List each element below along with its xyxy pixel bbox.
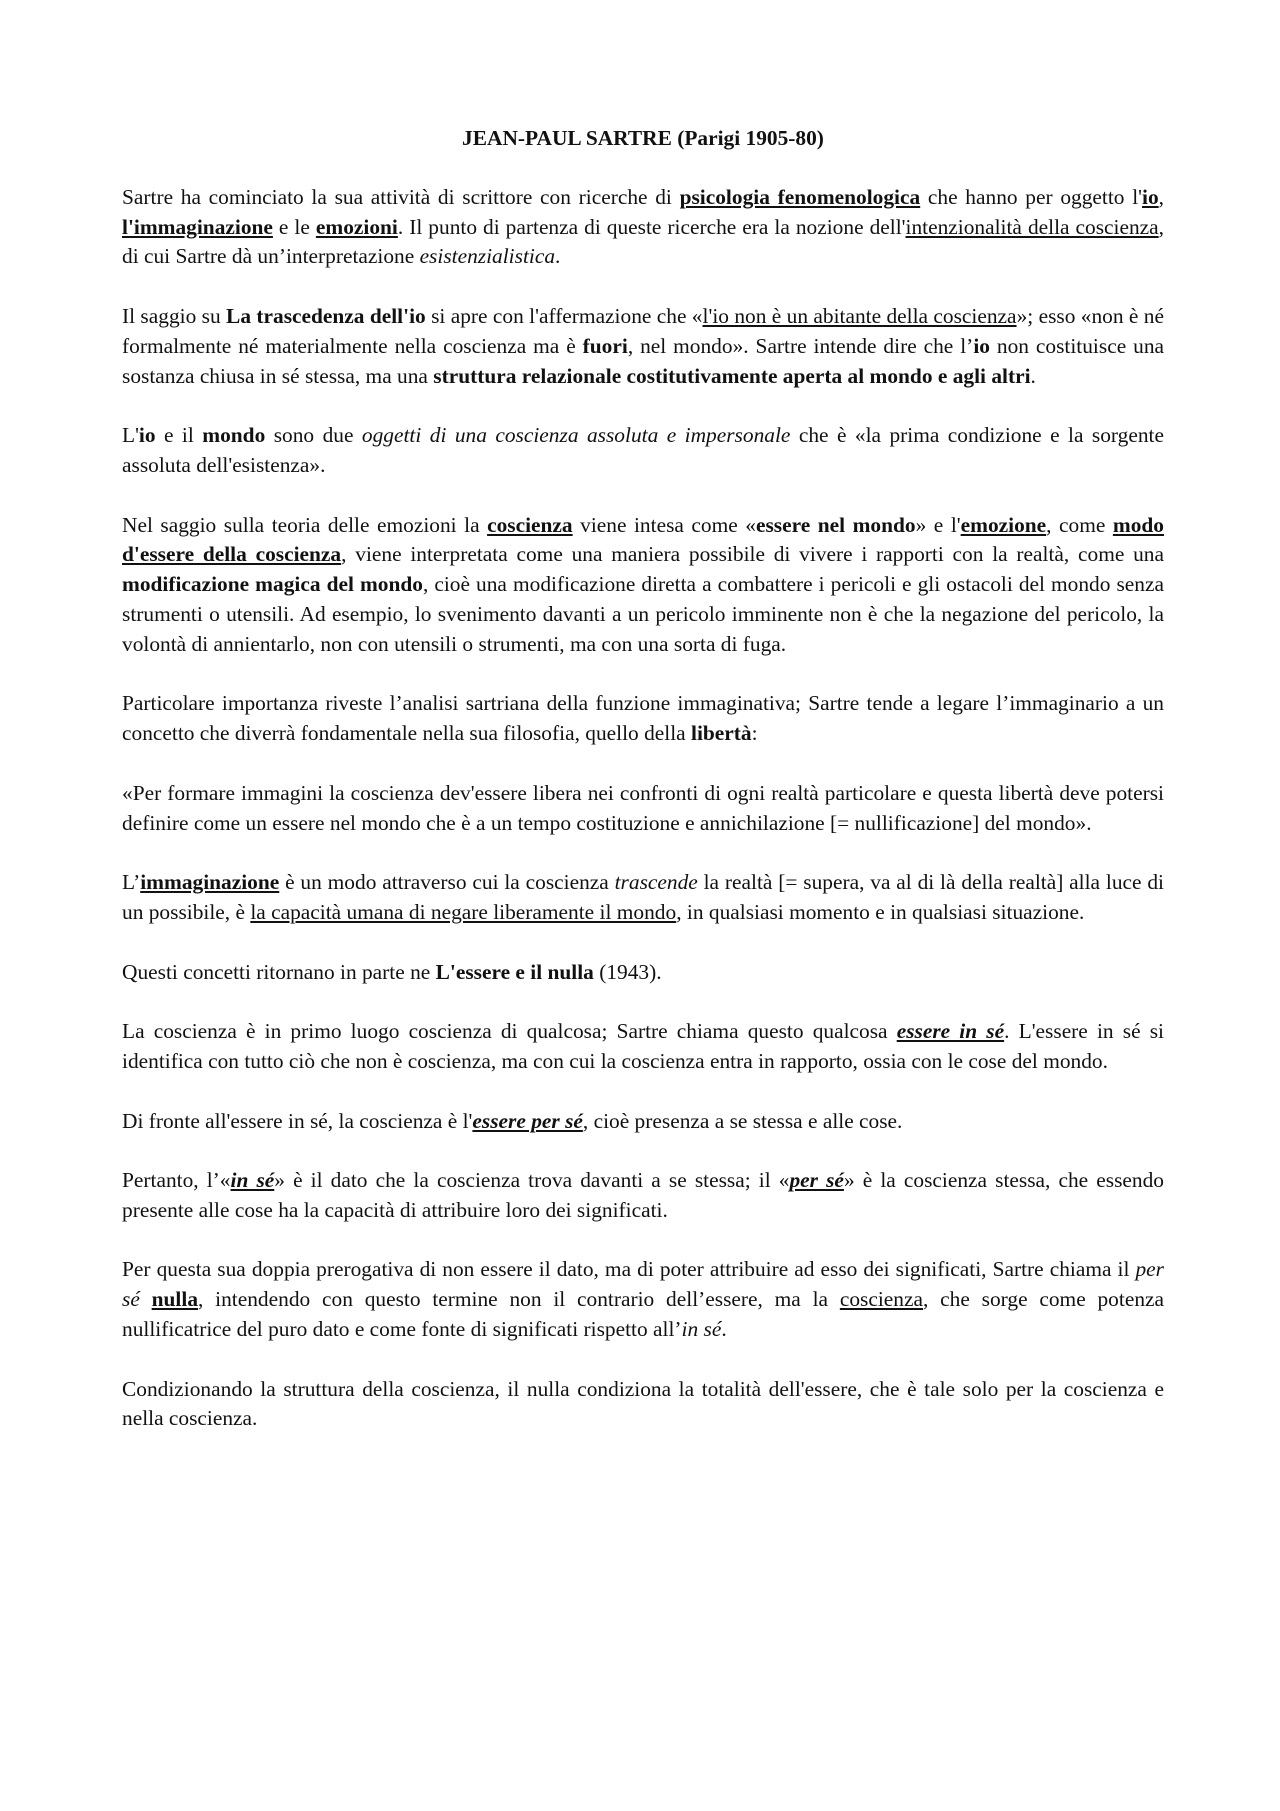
text-run: (1943). xyxy=(593,959,662,984)
text-run: Sartre ha cominciato la sua attività di scrittore con ricerche di xyxy=(122,184,680,209)
text-run: essere nel mondo xyxy=(755,512,916,537)
text-run: modificazione magica del mondo xyxy=(122,572,423,597)
text-run: trascende xyxy=(614,870,698,895)
text-run: la capacità umana di negare liberamente il mondo xyxy=(250,899,677,924)
paragraph xyxy=(122,689,1164,749)
text-run: che è «la prima condizione e la sorgente assoluta dell'esistenza». xyxy=(122,423,1164,477)
text-run: L'essere e il nulla xyxy=(435,959,594,984)
paragraph xyxy=(122,958,1164,988)
text-run: : xyxy=(751,721,758,746)
text-run: La trascedenza dell'io xyxy=(226,303,426,328)
text-run: e il xyxy=(155,423,203,448)
text-run: Questi concetti ritornano in parte ne xyxy=(122,959,436,984)
text-run: , in qualsiasi momento e in qualsiasi situazione. xyxy=(676,899,1085,924)
text-run: , cioè una modificazione diretta a combattere i pericoli e gli ostacoli del mondo senza strumenti o utensili. Ad esempio, lo svenimento davanti a un pericolo imminente non è che la negazione del pericolo, la volontà di annientarlo, non con utensili o strumenti, ma con una sorta di fuga. xyxy=(122,572,1164,656)
text-run: »; esso «non è né formalmente né materialmente nella coscienza ma è xyxy=(122,303,1164,358)
text-run: e le xyxy=(272,214,316,239)
text-run: L’ xyxy=(122,870,141,895)
document-body xyxy=(122,183,1164,1434)
text-run: io xyxy=(1142,184,1159,209)
text-run: l'io non è un abitante della coscienza xyxy=(702,303,1017,328)
text-run: viene intesa come « xyxy=(572,512,756,537)
text-run: mondo xyxy=(202,423,266,448)
text-run: libertà xyxy=(691,721,752,746)
text-run: . xyxy=(1030,363,1036,388)
text-run: La coscienza è in primo luogo coscienza di qualcosa; Sartre chiama questo qualcosa xyxy=(122,1019,897,1044)
paragraph xyxy=(122,511,1164,660)
text-run: Particolare importanza riveste l’analisi sartriana della funzione immaginativa; Sartre tende a legare l’immaginario a un concetto che diverrà fondamentale nella sua filosofia, quello della xyxy=(122,691,1164,746)
text-run: , di cui Sartre dà un’interpretazione xyxy=(122,214,1165,269)
text-run: immaginazione xyxy=(140,870,280,895)
text-run: Di fronte all'essere in sé, la coscienza è l' xyxy=(122,1108,473,1133)
text-run: , che sorge come potenza nullificatrice del puro dato e come fonte di significati rispetto all’ xyxy=(122,1287,1164,1342)
document-page xyxy=(122,124,1164,1464)
paragraph xyxy=(122,1107,1164,1137)
text-run: struttura relazionale costitutivamente aperta al mondo e agli altri xyxy=(433,363,1031,388)
text-run: per sé xyxy=(789,1168,844,1193)
paragraph xyxy=(122,868,1164,928)
text-run: . xyxy=(555,244,561,269)
text-run: la realtà [= supera, va al di là della realtà] alla luce di un possibile, è xyxy=(122,870,1164,924)
text-run: emozione xyxy=(960,512,1047,537)
text-run: è un modo attraverso cui la coscienza xyxy=(279,870,615,895)
paragraph xyxy=(122,1375,1164,1435)
text-run: coscienza xyxy=(487,512,573,537)
paragraph xyxy=(122,183,1164,272)
text-run: » e l' xyxy=(915,512,961,537)
text-run: , cioè presenza a se stessa e alle cose. xyxy=(582,1108,903,1133)
text-run: essere per sé xyxy=(472,1108,583,1133)
text-run: , come xyxy=(1046,512,1113,537)
text-run: . Il punto di partenza di queste ricerche era la nozione dell' xyxy=(397,214,906,239)
text-run: si apre con l'affermazione che « xyxy=(425,303,703,328)
paragraph xyxy=(122,1255,1164,1344)
text-run: , xyxy=(1158,184,1164,209)
paragraph xyxy=(122,1017,1164,1077)
text-run: Per questa sua doppia prerogativa di non essere il dato, ma di poter attribuire ad esso dei significati, Sartre chiama il xyxy=(122,1257,1136,1282)
text-run: » è la coscienza stessa, che essendo presente alle cose ha la capacità di attribuire loro dei significati. xyxy=(122,1168,1164,1222)
text-run: io xyxy=(973,333,990,358)
text-run: modo d'essere della coscienza xyxy=(122,512,1164,567)
text-run: in sé xyxy=(230,1168,275,1193)
text-run: fuori xyxy=(582,333,628,358)
text-run: non costituisce una sostanza chiusa in sé stessa, ma una xyxy=(122,333,1165,388)
text-run xyxy=(140,1287,152,1311)
text-run: . xyxy=(721,1317,727,1342)
text-run: emozioni xyxy=(315,214,398,239)
text-run: nulla xyxy=(151,1287,199,1312)
text-run: » è il dato che la coscienza trova davanti a se stessa; il « xyxy=(274,1168,790,1193)
text-run: esistenzialistica xyxy=(419,244,556,269)
paragraph xyxy=(122,1166,1164,1226)
text-run: io xyxy=(138,423,156,448)
paragraph xyxy=(122,421,1164,481)
text-run: Nel saggio sulla teoria delle emozioni la xyxy=(122,512,488,537)
text-run: «Per formare immagini la coscienza dev'essere libera nei confronti di ogni realtà particolare e questa libertà deve potersi definire come un essere nel mondo che è a un tempo costituzione e annichilazione [= nullificazione] del mondo». xyxy=(122,780,1164,835)
text-run: in sé xyxy=(681,1317,722,1342)
text-run: intenzionalità della coscienza xyxy=(905,214,1159,239)
text-run: per sé xyxy=(122,1257,1164,1312)
paragraph xyxy=(122,302,1164,391)
text-run: , nel mondo». Sartre intende dire che l’ xyxy=(627,333,974,358)
text-run: coscienza xyxy=(839,1287,923,1312)
text-run: essere in sé xyxy=(896,1019,1005,1044)
text-run: l'immaginazione xyxy=(122,214,273,239)
text-run: , viene interpretata come una maniera possibile di vivere i rapporti con la realtà, come una xyxy=(341,542,1164,567)
text-run: , intendendo con questo termine non il contrario dell’essere, ma la xyxy=(198,1287,840,1312)
document-title: JEAN-PAUL SARTRE (Parigi 1905-80) xyxy=(462,126,824,150)
text-run: Condizionando la struttura della coscienza, il nulla condiziona la totalità dell'essere, che è tale solo per la coscienza e nella coscienza. xyxy=(122,1376,1164,1431)
text-run: che hanno per oggetto l' xyxy=(920,184,1142,209)
text-run: psicologia fenomenologica xyxy=(679,184,921,209)
text-run: . L'essere in sé si identifica con tutto ciò che non è coscienza, ma con cui la coscienza entra in rapporto, ossia con le cose del mondo. xyxy=(122,1019,1164,1073)
text-run: L' xyxy=(122,423,139,448)
paragraph xyxy=(122,779,1164,839)
text-run: oggetti di una coscienza assoluta e impersonale xyxy=(361,423,791,448)
text-run: Pertanto, l’« xyxy=(122,1168,231,1193)
text-run: Il saggio su xyxy=(122,303,227,328)
text-run: sono due xyxy=(265,423,362,448)
